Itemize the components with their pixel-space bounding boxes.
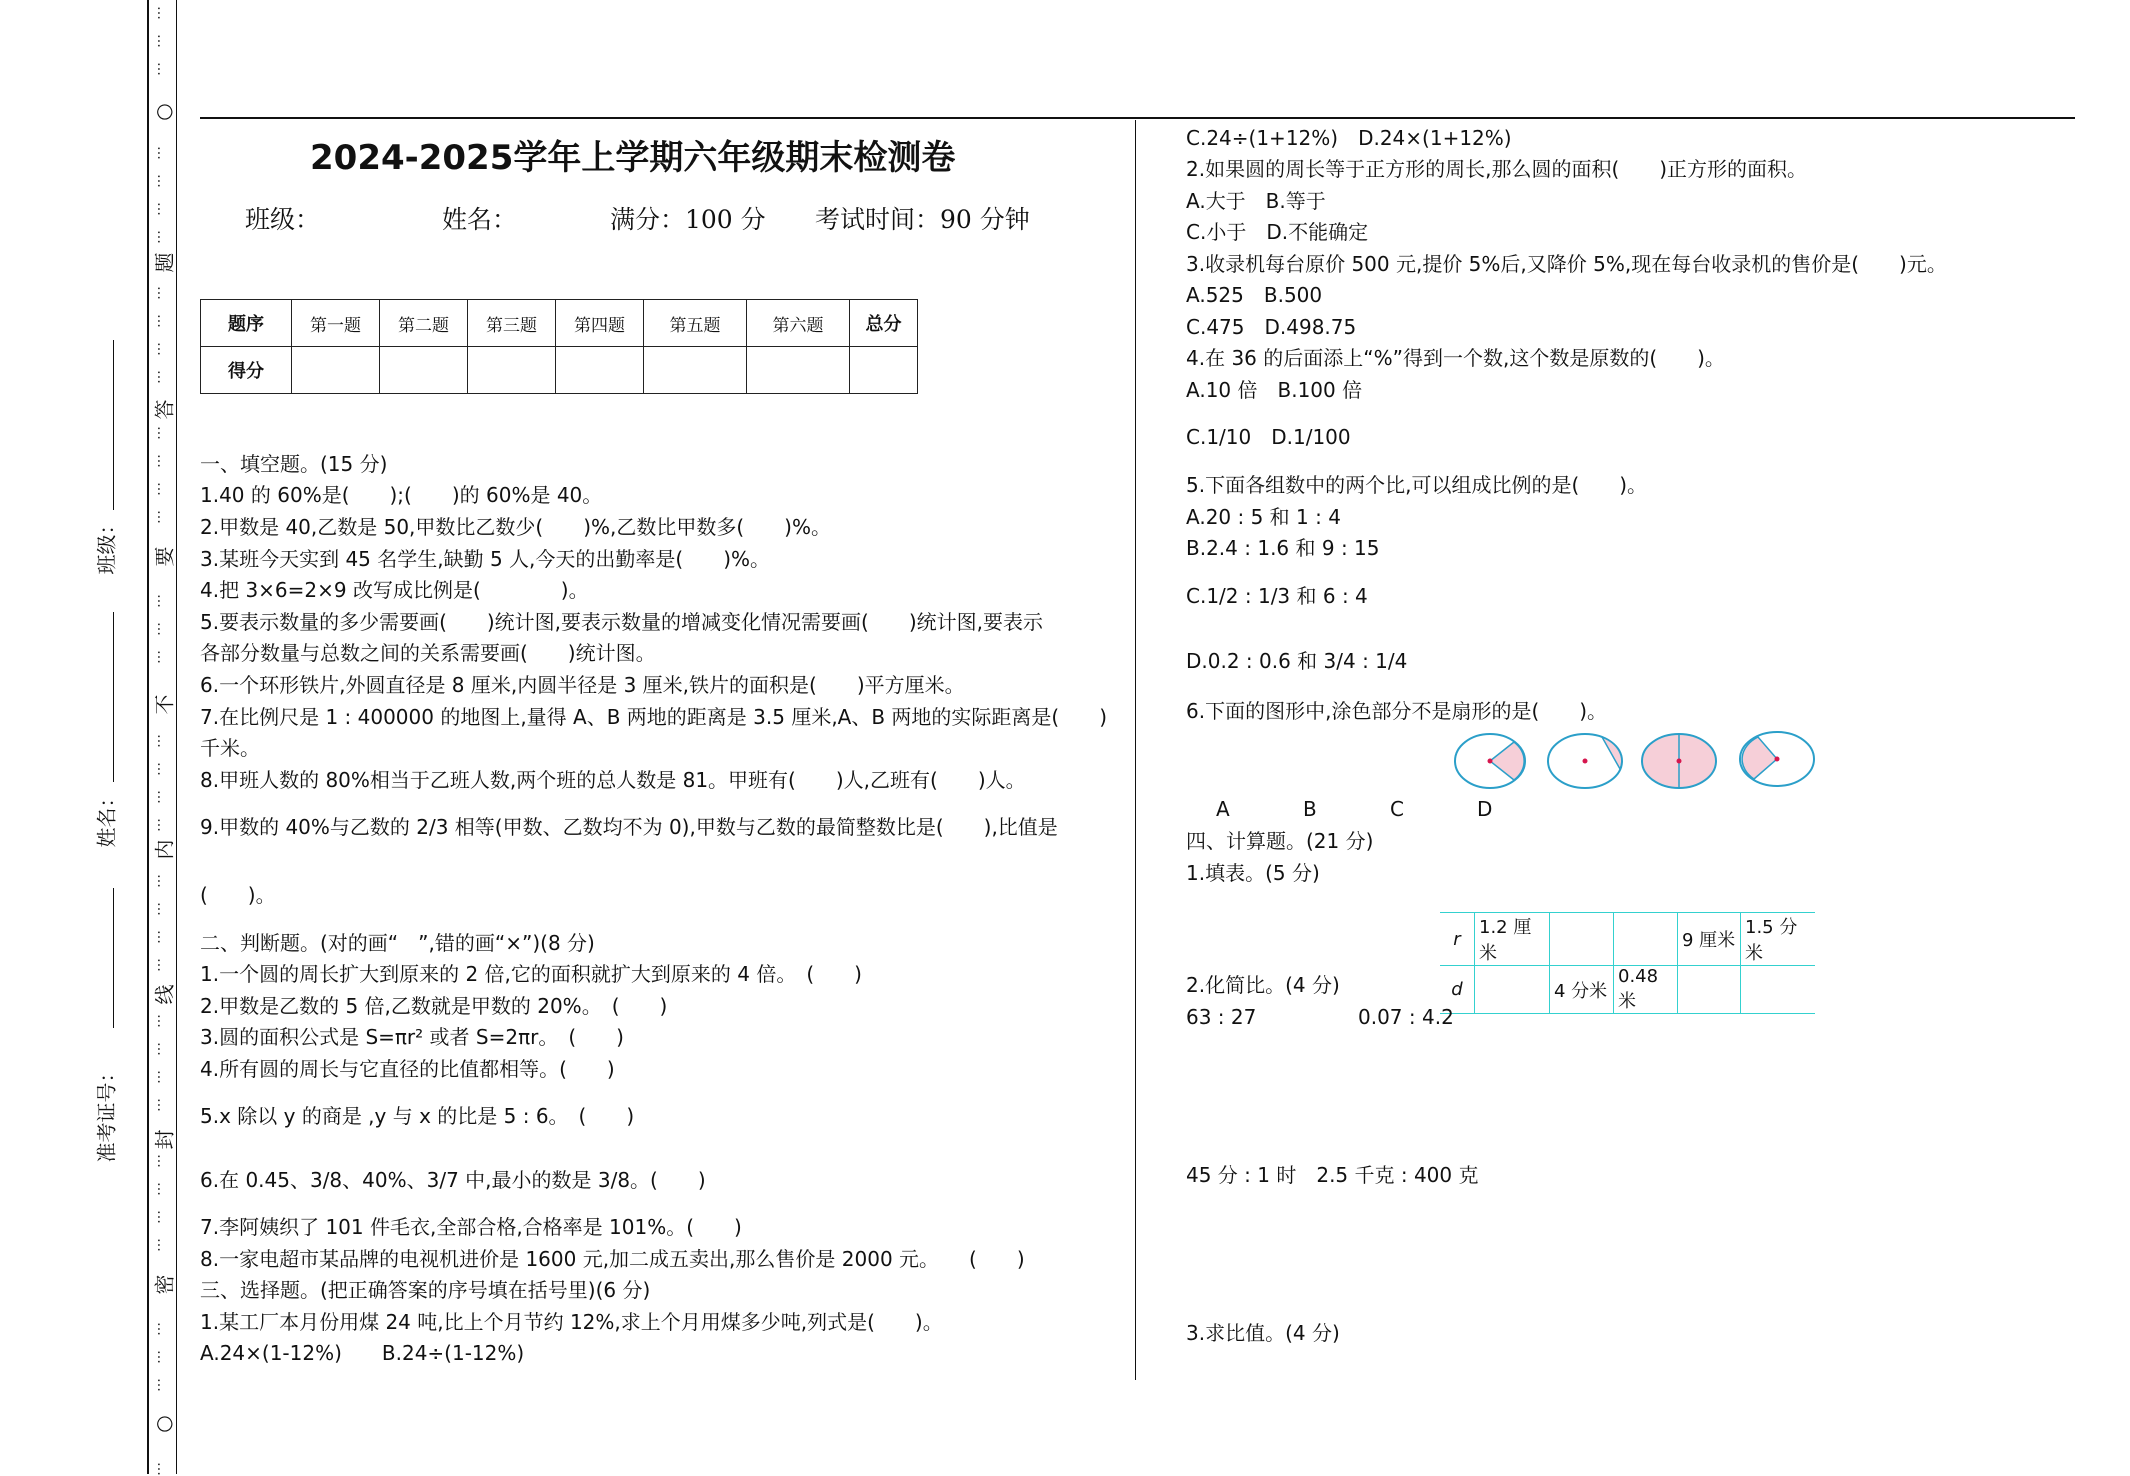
- binding-dots: …: [154, 1238, 170, 1252]
- question-1-8: 8.甲班人数的 80%相当于乙班人数,两个班的总人数是 81。甲班有( )人,乙班有( )人。: [200, 768, 1026, 792]
- binding-dots: …: [154, 1322, 170, 1336]
- score-cell[interactable]: [292, 347, 380, 394]
- binding-dots: …: [154, 426, 170, 440]
- question-3-1-options-cd: C.24÷(1+12%) D.24×(1+12%): [1186, 126, 1512, 150]
- question-4-1: 1.填表。(5 分): [1186, 861, 1320, 885]
- question-3-3: 3.收录机每台原价 500 元,提价 5%后,又降价 5%,现在每台收录机的售价是( )元。: [1186, 252, 1947, 276]
- binding-dots: …: [154, 1154, 170, 1168]
- binding-dots: …: [154, 230, 170, 244]
- figure-a: [1453, 731, 1527, 791]
- figure-d: [1738, 729, 1816, 791]
- question-1-1: 1.40 的 60%是( );( )的 60%是 40。: [200, 483, 603, 507]
- binding-dots: …: [154, 286, 170, 300]
- figure-c: [1640, 731, 1718, 791]
- question-3-2: 2.如果圆的周长等于正方形的周长,那么圆的面积( )正方形的面积。: [1186, 157, 1808, 181]
- score-header-cell: 总分: [850, 300, 918, 347]
- binding-dots: …: [154, 902, 170, 916]
- score-cell[interactable]: [380, 347, 468, 394]
- question-1-9: 9.甲数的 40%与乙数的 2/3 相等(甲数、乙数均不为 0),甲数与乙数的最简整数比是( ),比值是: [200, 815, 1058, 839]
- section-3-heading: 三、选择题。(把正确答案的序号填在括号里)(6 分): [200, 1278, 651, 1302]
- calc-cell: [1678, 966, 1741, 1014]
- question-3-4: 4.在 36 的后面添上“%”得到一个数,这个数是原数的( )。: [1186, 346, 1725, 370]
- binding-dots: …: [154, 174, 170, 188]
- class-side-label: 班级：: [94, 514, 119, 575]
- calc-cell: [1475, 966, 1550, 1014]
- question-3-2-options-cd: C.小于 D.不能确定: [1186, 220, 1369, 244]
- binding-dots: …: [154, 1098, 170, 1112]
- question-3-1: 1.某工厂本月份用煤 24 吨,比上个月节约 12%,求上个月用煤多少吨,列式是( )。: [200, 1310, 943, 1334]
- score-cell[interactable]: [747, 347, 850, 394]
- question-4-2-a: 63 : 27: [1186, 1005, 1257, 1029]
- binding-dots: …: [154, 1378, 170, 1392]
- binding-char: 题: [152, 252, 177, 273]
- question-3-3-options-cd: C.475 D.498.75: [1186, 315, 1357, 339]
- binding-dots: …: [154, 1014, 170, 1028]
- binding-dots: …: [154, 790, 170, 804]
- score-cell[interactable]: [468, 347, 556, 394]
- binding-dots: …: [154, 622, 170, 636]
- binding-dots: …: [154, 1210, 170, 1224]
- class-label: 班级：: [245, 205, 321, 234]
- question-1-2: 2.甲数是 40,乙数是 50,甲数比乙数少( )%,乙数比甲数多( )%。: [200, 515, 831, 539]
- binding-dots: …: [154, 1462, 170, 1476]
- fill-table: [1440, 912, 1815, 1014]
- binding-char: ○: [151, 103, 175, 121]
- binding-dots: …: [154, 1182, 170, 1196]
- question-3-3-options-ab: A.525 B.500: [1186, 283, 1323, 307]
- binding-char: 内: [152, 839, 177, 860]
- exam-number-side-label: 准考证号：: [94, 1062, 119, 1163]
- calc-cell: d: [1440, 966, 1475, 1014]
- exam-time: 考试时间：90 分钟: [815, 205, 1030, 234]
- binding-dots: …: [154, 34, 170, 48]
- binding-dots: …: [154, 762, 170, 776]
- score-header-cell: 题序: [201, 300, 292, 347]
- question-1-5: 5.要表示数量的多少需要画( )统计图,要表示数量的增减变化情况需要画( )统计图,要表示: [200, 610, 1044, 634]
- option-letter-c: C: [1390, 797, 1404, 821]
- option-letter-b: B: [1303, 797, 1317, 821]
- binding-dots: …: [154, 510, 170, 524]
- label-line-exam: [113, 888, 114, 1028]
- binding-dots: …: [154, 454, 170, 468]
- question-1-3: 3.某班今天实到 45 名学生,缺勤 5 人,今天的出勤率是( )%。: [200, 547, 771, 571]
- binding-dots: …: [154, 482, 170, 496]
- score-cell[interactable]: [556, 347, 644, 394]
- binding-dots: …: [154, 202, 170, 216]
- score-cell[interactable]: [850, 347, 918, 394]
- binding-dots: …: [154, 342, 170, 356]
- binding-dots: …: [154, 62, 170, 76]
- name-side-label: 姓名：: [94, 787, 119, 848]
- page-title: 2024-2025学年上学期六年级期末检测卷: [310, 138, 956, 178]
- binding-char: 要: [152, 546, 177, 567]
- question-2-8: 8.一家电超市某品牌的电视机进价是 1600 元,加二成五卖出,那么售价是 2000 元。 ( ): [200, 1247, 1025, 1271]
- binding-dots: …: [154, 1070, 170, 1084]
- score-header-cell: 第四题: [556, 300, 644, 347]
- calc-cell: [1614, 913, 1678, 966]
- section-1-heading: 一、填空题。(15 分): [200, 452, 388, 476]
- question-2-6: 6.在 0.45、3/8、40%、3/7 中,最小的数是 3/8。( ): [200, 1168, 706, 1192]
- binding-dots: …: [154, 650, 170, 664]
- question-1-4: 4.把 3×6=2×9 改写成比例是( )。: [200, 578, 589, 602]
- binding-line-right: [176, 0, 177, 1474]
- question-3-5-option-b: B.2.4 : 1.6 和 9 : 15: [1186, 536, 1380, 560]
- binding-char: ○: [151, 1415, 175, 1433]
- score-header-cell: 第三题: [468, 300, 556, 347]
- binding-char: 答: [152, 399, 177, 420]
- top-rule: [200, 117, 2075, 119]
- question-1-7: 7.在比例尺是 1 : 400000 的地图上,量得 A、B 两地的距离是 3.5 厘米,A、B 两地的实际距离是( ): [200, 705, 1108, 729]
- score-header-cell: 第二题: [380, 300, 468, 347]
- option-letter-a: A: [1216, 797, 1230, 821]
- question-3-1-options-ab: A.24×(1-12%) B.24÷(1-12%): [200, 1341, 525, 1365]
- binding-dots: …: [154, 958, 170, 972]
- score-header-cell: 第一题: [292, 300, 380, 347]
- calc-cell: [1550, 913, 1614, 966]
- binding-char: 封: [152, 1129, 177, 1150]
- binding-dots: …: [154, 818, 170, 832]
- question-4-2-b: 0.07 : 4.2: [1358, 1005, 1454, 1029]
- question-1-7-cont: 千米。: [200, 736, 260, 760]
- binding-dots: …: [154, 734, 170, 748]
- question-3-5-option-d: D.0.2 : 0.6 和 3/4 : 1/4: [1186, 649, 1408, 673]
- score-header-cell: 第五题: [644, 300, 747, 347]
- question-3-4-options-cd: C.1/10 D.1/100: [1186, 425, 1351, 449]
- binding-char: 不: [152, 694, 177, 715]
- binding-dots: …: [154, 874, 170, 888]
- binding-dots: …: [154, 146, 170, 160]
- label-line-name: [113, 612, 114, 782]
- calc-cell: 1.2 厘米: [1475, 913, 1550, 966]
- binding-dots: …: [154, 370, 170, 384]
- calc-cell: 1.5 分米: [1741, 913, 1816, 966]
- question-3-5: 5.下面各组数中的两个比,可以组成比例的是( )。: [1186, 473, 1648, 497]
- question-1-5-cont: 各部分数量与总数之间的关系需要画( )统计图。: [200, 641, 656, 665]
- column-divider: [1135, 120, 1136, 1380]
- question-2-2: 2.甲数是乙数的 5 倍,乙数就是甲数的 20%。 ( ): [200, 994, 668, 1018]
- figure-b: [1546, 731, 1624, 791]
- question-1-6: 6.一个环形铁片,外圆直径是 8 厘米,内圆半径是 3 厘米,铁片的面积是( )平方厘米。: [200, 673, 965, 697]
- calc-cell: 9 厘米: [1678, 913, 1741, 966]
- question-4-2-c: 45 分 : 1 时 2.5 千克 : 400 克: [1186, 1163, 1479, 1187]
- option-letter-d: D: [1477, 797, 1493, 821]
- score-header-cell: 第六题: [747, 300, 850, 347]
- question-2-4: 4.所有圆的周长与它直径的比值都相等。( ): [200, 1057, 615, 1081]
- score-table: [200, 299, 918, 394]
- name-label: 姓名：: [442, 205, 518, 234]
- binding-dots: …: [154, 6, 170, 20]
- score-row-label: 得分: [201, 347, 292, 394]
- question-3-2-options-ab: A.大于 B.等于: [1186, 189, 1326, 213]
- binding-line-left: [147, 0, 149, 1474]
- binding-dots: …: [154, 594, 170, 608]
- question-2-1: 1.一个圆的周长扩大到原来的 2 倍,它的面积就扩大到原来的 4 倍。 ( ): [200, 962, 862, 986]
- binding-dots: …: [154, 314, 170, 328]
- binding-char: 密: [152, 1274, 177, 1295]
- question-3-5-option-a: A.20 : 5 和 1 : 4: [1186, 505, 1341, 529]
- label-line-class: [113, 340, 114, 510]
- question-4-2: 2.化简比。(4 分): [1186, 973, 1340, 997]
- question-3-4-options-ab: A.10 倍 B.100 倍: [1186, 378, 1363, 402]
- binding-dots: …: [154, 1042, 170, 1056]
- full-score: 满分：100 分: [610, 205, 766, 234]
- question-3-6: 6.下面的图形中,涂色部分不是扇形的是( )。: [1186, 699, 1608, 723]
- binding-char: 线: [152, 984, 177, 1005]
- question-2-7: 7.李阿姨织了 101 件毛衣,全部合格,合格率是 101%。( ): [200, 1215, 742, 1239]
- calc-cell: r: [1440, 913, 1475, 966]
- binding-dots: …: [154, 1350, 170, 1364]
- question-1-9-cont: ( )。: [200, 883, 276, 907]
- calc-cell: 0.48 米: [1614, 966, 1678, 1014]
- calc-cell: [1741, 966, 1816, 1014]
- question-4-3: 3.求比值。(4 分): [1186, 1321, 1340, 1345]
- question-2-5: 5.x 除以 y 的商是 ,y 与 x 的比是 5 : 6。 ( ): [200, 1104, 635, 1128]
- question-2-3: 3.圆的面积公式是 S=πr² 或者 S=2πr。 ( ): [200, 1025, 624, 1049]
- section-4-heading: 四、计算题。(21 分): [1186, 829, 1374, 853]
- score-cell[interactable]: [644, 347, 747, 394]
- calc-cell: 4 分米: [1550, 966, 1614, 1014]
- binding-dots: …: [154, 930, 170, 944]
- section-2-heading: 二、判断题。(对的画“ ”,错的画“×”)(8 分): [200, 931, 595, 955]
- question-3-5-option-c: C.1/2 : 1/3 和 6 : 4: [1186, 584, 1368, 608]
